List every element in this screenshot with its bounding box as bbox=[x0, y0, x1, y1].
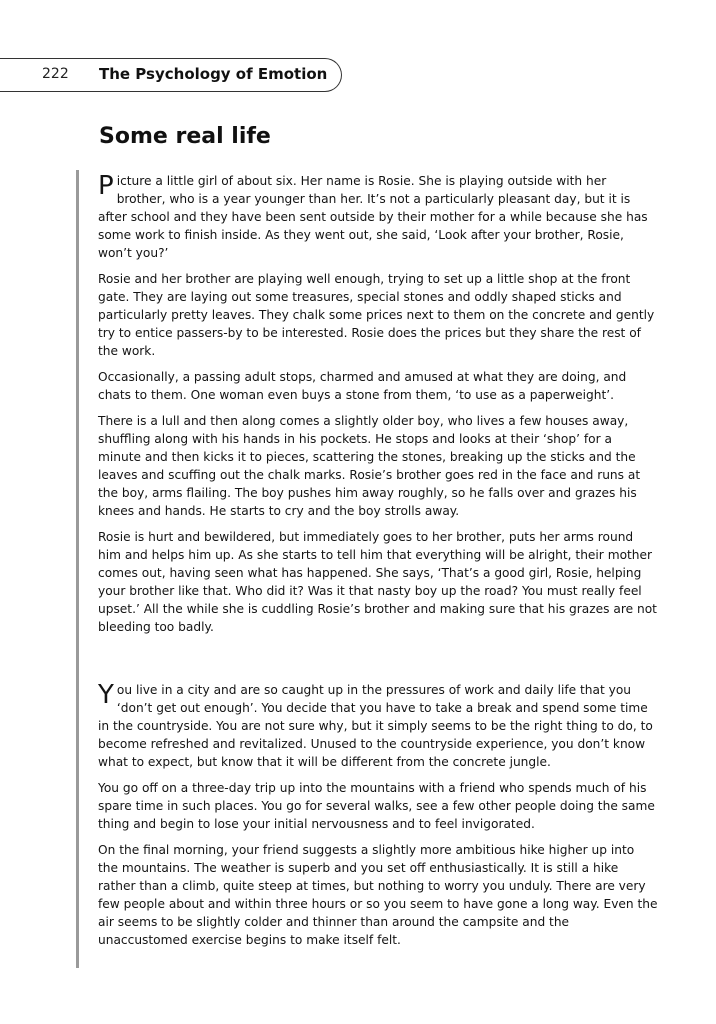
case1-paragraph-5: Rosie is hurt and bewildered, but immediately goes to her brother, puts her arms round him and helps him up. As she starts to tell him that everything will be alright, their mother comes out, having seen what has happened. She says, ‘That’s a good girl, Rosie, helping your brother like that. Who did it? Was it that nasty boy up the road? You must really feel upset.’ All the while she is cuddling Rosie’s brother and making sure that his grazes are not bleeding too badly. bbox=[98, 530, 657, 634]
case-study-countryside bbox=[98, 681, 658, 957]
case-study-rosie bbox=[98, 172, 658, 644]
drop-cap: P bbox=[98, 171, 114, 201]
case1-paragraph-1 bbox=[98, 172, 658, 262]
case2-paragraph-1 bbox=[98, 681, 658, 771]
case1-paragraph-4: There is a lull and then along comes a slightly older boy, who lives a few houses away, shuffling along with his hands in his pockets. He stops and looks at their ‘shop’ for a minute and then kicks it to pieces, scattering the stones, breaking up the sticks and the leaves and scuffing out the chalk marks. Rosie’s brother goes red in the face and runs at the boy, arms flailing. The boy pushes him away roughly, so he falls over and grazes his knees and hands. He starts to cry and the boy strolls away. bbox=[98, 414, 641, 518]
section-heading: Some real life bbox=[99, 124, 271, 149]
case1-paragraph-3: Occasionally, a passing adult stops, charmed and amused at what they are doing, and chats to them. One woman even buys a stone from them, ‘to use as a paperweight’. bbox=[98, 370, 627, 402]
case1-paragraph-2: Rosie and her brother are playing well enough, trying to set up a little shop at the front gate. They are laying out some treasures, special stones and oddly shaped sticks and particularly pretty leaves. They chalk some prices next to them on the concrete and gently try to entice passers-by to be interested. Rosie does the prices but they share the rest of the work. bbox=[98, 272, 655, 358]
margin-rule bbox=[76, 170, 79, 968]
paragraph-text: ou live in a city and are so caught up in the pressures of work and daily life that you ‘don’t get out enough’. You decide that you have to take a break and spend some time in the countryside. You are not sure why, but it simply seems to be the right thing to do, to become refreshed and revitalized. Unused to the countryside experience, you don’t know what to expect, but know that it will be different from the concrete jungle. bbox=[98, 683, 653, 769]
drop-cap: Y bbox=[98, 680, 114, 710]
page-number: 222 bbox=[42, 66, 69, 82]
case2-paragraph-3: On the final morning, your friend suggests a slightly more ambitious hike higher up into the mountains. The weather is superb and you set off enthusiastically. It is still a hike rather than a climb, quite steep at times, but nothing to worry you unduly. There are very few people about and within three hours or so you seem to have gone a long way. Even the air seems to be slightly colder and thinner than around the campsite and the unaccustomed exercise begins to make itself felt. bbox=[98, 843, 658, 947]
case2-paragraph-2: You go off on a three-day trip up into the mountains with a friend who spends much of his spare time in such places. You go for several walks, see a few other people doing the same thing and begin to lose your initial nervousness and to feel invigorated. bbox=[98, 781, 655, 831]
paragraph-text: icture a little girl of about six. Her name is Rosie. She is playing outside with her brother, who is a year younger than her. It’s not a particularly pleasant day, but it is after school and they have been sent outside by their mother for a while because she has some work to finish inside. As they went out, she said, ‘Look after your brother, Rosie, won’t you?’ bbox=[98, 174, 648, 260]
running-title: The Psychology of Emotion bbox=[99, 65, 328, 83]
